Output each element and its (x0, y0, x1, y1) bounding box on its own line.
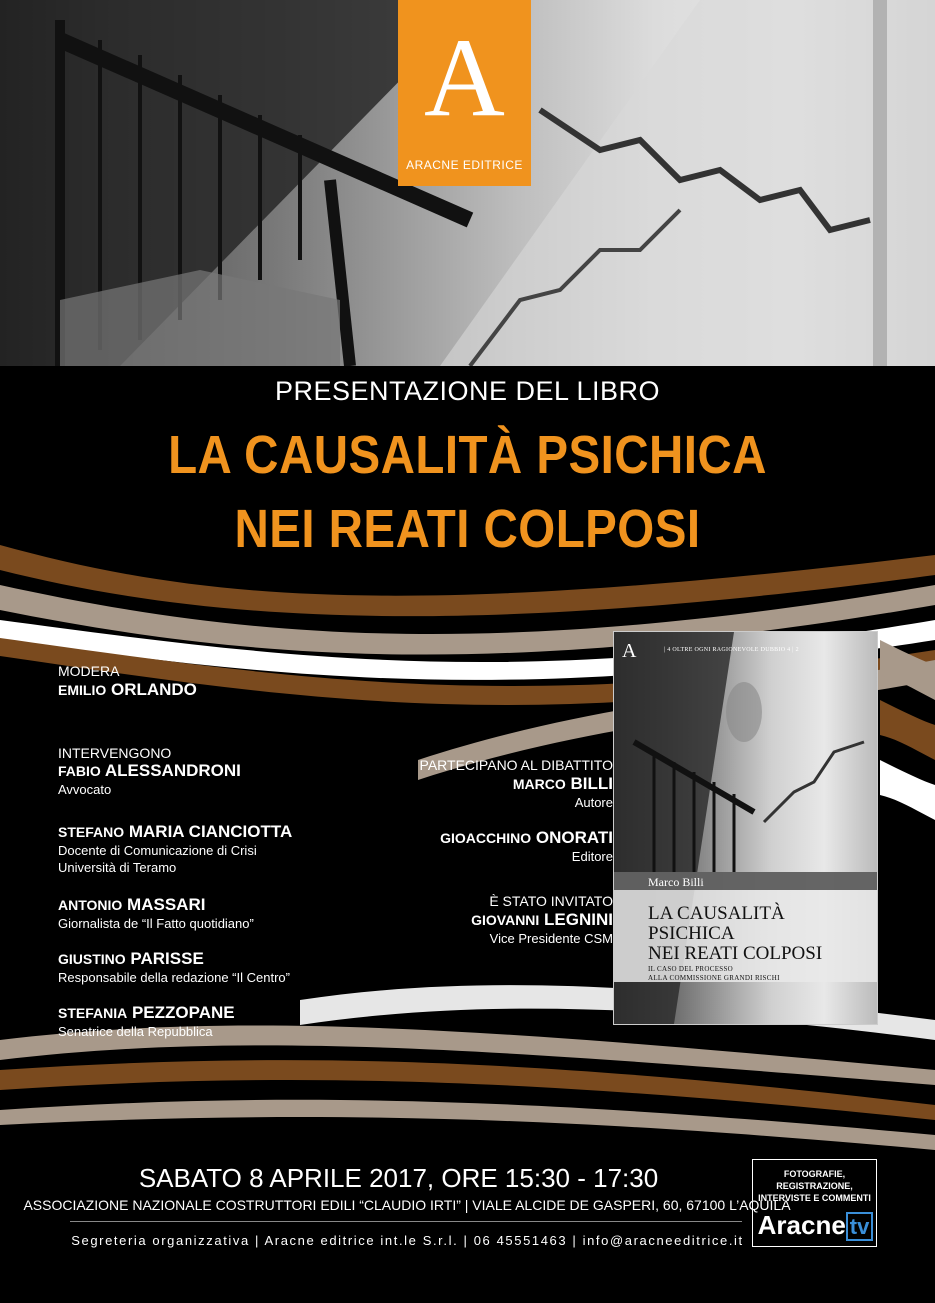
moderator-first-name: EMILIO (58, 682, 107, 698)
debate-role: Editore (571, 849, 613, 864)
book-cover-title-line3: NEI REATI COLPOSI (648, 943, 823, 964)
speaker-first-name: STEFANIA (58, 1005, 128, 1021)
speakers-label-block (58, 744, 171, 762)
book-author: Marco Billi (648, 875, 704, 889)
speaker-last-name: MARIA CIANCIOTTA (128, 822, 293, 841)
speaker-role: Responsabile della redazione “Il Centro” (58, 970, 290, 985)
book-cover-title-line2: PSICHICA (648, 923, 735, 944)
aracnetv-logo (757, 1210, 874, 1241)
speaker-first-name: GIUSTINO (58, 951, 126, 967)
speaker-role: Avvocato (58, 782, 112, 797)
book-series: | 4 OLTRE OGNI RAGIONEVOLE DUBBIO 4 | 2 (664, 647, 799, 653)
speaker-last-name: ALESSANDRONI (104, 761, 241, 780)
book-cover-subtitle-line2: ALLA COMMISSIONE GRANDI RISCHI (648, 974, 780, 982)
book-cover-subtitle-line1: IL CASO DEL PROCESSO (648, 965, 734, 973)
speaker-item (58, 822, 292, 876)
aracnetv-text (753, 1168, 876, 1204)
event-subtitle: PRESENTAZIONE DEL LIBRO (274, 376, 661, 406)
book-cover-title-line1: LA CAUSALITÀ (648, 903, 785, 924)
speaker-first-name: ANTONIO (58, 897, 123, 913)
invited-last-name: LEGNINI (544, 910, 613, 929)
invited-role: Vice Presidente CSM (489, 931, 613, 946)
event-contact: Segreteria organizzativa | Aracne editrice int.le S.r.l. | 06 45551463 | info@aracneeditrice.it (71, 1233, 744, 1248)
aracnetv-line2: INTERVISTE E COMMENTI (758, 1193, 871, 1203)
aracne-logo-icon: A (424, 16, 505, 140)
speaker-role: Docente di Comunicazione di Crisi (58, 843, 257, 858)
divider (70, 1221, 742, 1222)
speaker-item (58, 949, 290, 986)
book-cover (613, 631, 878, 1025)
debate-first-name: MARCO (512, 776, 566, 792)
moderator-block (58, 662, 197, 700)
moderator-name (58, 680, 197, 700)
speakers-label: INTERVENGONO (58, 745, 172, 761)
invited-block (353, 892, 613, 947)
moderator-last-name: ORLANDO (110, 680, 197, 699)
moderator-label: MODERA (58, 663, 120, 679)
speaker-item (58, 895, 254, 932)
debate-label: PARTECIPANO AL DIBATTITO (419, 757, 613, 773)
aracnetv-box (752, 1159, 877, 1247)
aracnetv-brand: Aracne (757, 1210, 846, 1240)
book-title-line2: NEI REATI COLPOSI (234, 499, 701, 559)
speaker-item (58, 1003, 235, 1040)
debate-last-name: ONORATI (535, 828, 613, 847)
aracne-logo-text: ARACNE EDITRICE (406, 158, 523, 172)
invited-first-name: GIOVANNI (471, 912, 540, 928)
debate-last-name: BILLI (570, 774, 613, 793)
book-title-line1: LA CAUSALITÀ PSICHICA (168, 425, 767, 485)
speaker-last-name: MASSARI (127, 895, 206, 914)
debate-block (353, 828, 613, 865)
speaker-first-name: FABIO (58, 763, 101, 779)
book-cover-subtitle (648, 965, 780, 983)
debate-block (353, 756, 613, 811)
speaker-role-affiliation: Università di Teramo (58, 860, 177, 875)
speaker-first-name: STEFANO (58, 824, 125, 840)
debate-first-name: GIOACCHINO (440, 830, 532, 846)
speaker-item (58, 761, 241, 798)
book-cover-title (648, 904, 822, 964)
speaker-role: Senatrice della Repubblica (58, 1024, 213, 1039)
event-date: SABATO 8 APRILE 2017, ORE 15:30 - 17:30 (138, 1163, 659, 1193)
speaker-role: Giornalista de “Il Fatto quotidiano” (58, 916, 254, 931)
event-venue: ASSOCIAZIONE NAZIONALE COSTRUTTORI EDILI “CLAUDIO IRTI” | VIALE ALCIDE DE GASPERI, 60, 67100 L’AQUILA (23, 1197, 791, 1213)
aracnetv-line1: FOTOGRAFIE, REGISTRAZIONE, (776, 1169, 853, 1191)
speaker-last-name: PARISSE (130, 949, 204, 968)
book-publisher-icon: A (622, 640, 637, 662)
speaker-last-name: PEZZOPANE (131, 1003, 235, 1022)
invited-label: È STATO INVITATO (489, 893, 613, 909)
aracnetv-tv-icon: tv (846, 1212, 874, 1241)
debate-role: Autore (574, 795, 613, 810)
